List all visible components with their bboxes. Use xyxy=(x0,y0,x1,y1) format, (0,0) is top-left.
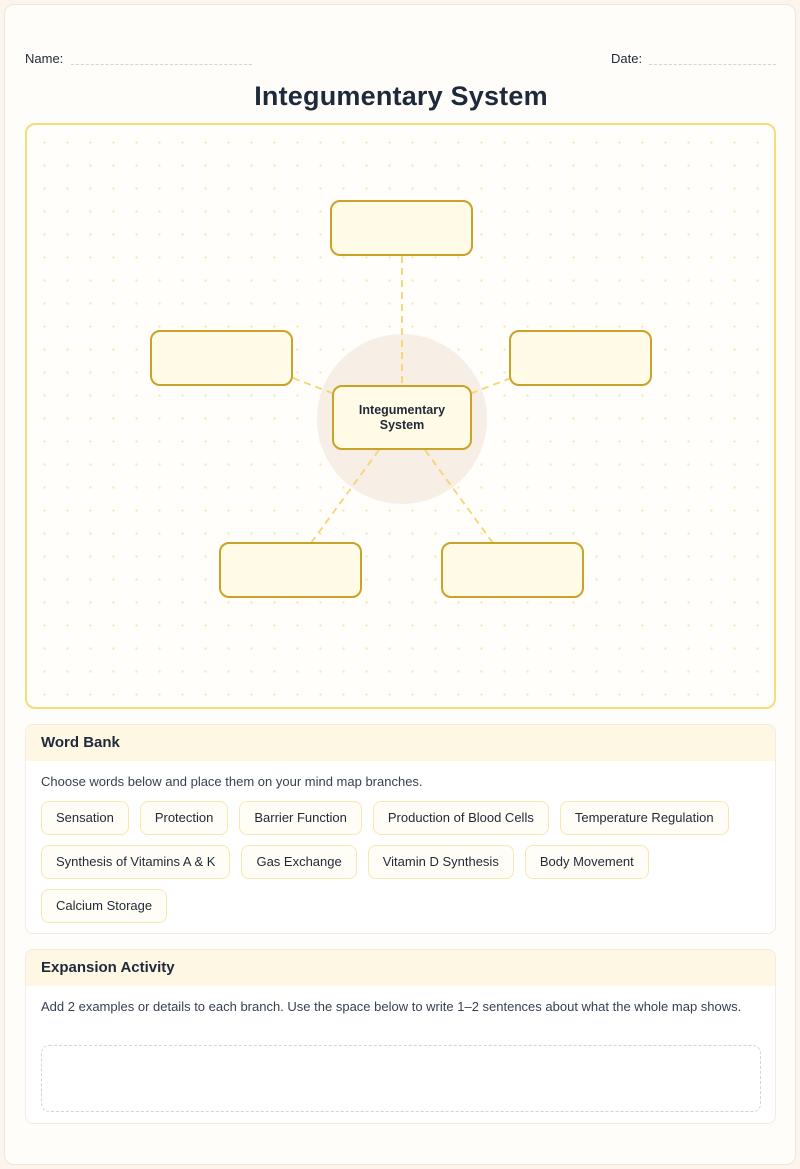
word-chip[interactable]: Protection xyxy=(140,801,229,835)
word-chip[interactable]: Vitamin D Synthesis xyxy=(368,845,514,879)
mind-map-panel xyxy=(25,123,776,709)
word-chip[interactable]: Production of Blood Cells xyxy=(373,801,549,835)
branch-box-bottom-right[interactable] xyxy=(441,542,584,598)
branch-box-bottom-left[interactable] xyxy=(219,542,362,598)
expansion-instructions: Add 2 examples or details to each branch. Use the space below to write 1–2 sentences about what the whole map shows. xyxy=(41,999,742,1014)
word-chip[interactable]: Calcium Storage xyxy=(41,889,167,923)
branch-box-right[interactable] xyxy=(509,330,652,386)
name-field[interactable] xyxy=(71,64,252,65)
date-label: Date: xyxy=(611,51,643,66)
expansion-card xyxy=(25,949,776,1124)
date-field[interactable] xyxy=(649,64,776,65)
connector-left xyxy=(293,378,332,393)
word-bank-card xyxy=(25,724,776,934)
branch-box-top[interactable] xyxy=(330,200,473,256)
word-bank-instructions: Choose words below and place them on your mind map branches. xyxy=(41,774,423,789)
word-chips xyxy=(26,791,761,933)
connector-right xyxy=(472,378,511,393)
branch-box-left[interactable] xyxy=(150,330,293,386)
expansion-heading: Expansion Activity xyxy=(26,950,775,986)
word-chip[interactable]: Temperature Regulation xyxy=(560,801,729,835)
word-chip[interactable]: Sensation xyxy=(41,801,129,835)
word-chip[interactable]: Gas Exchange xyxy=(241,845,356,879)
word-chip[interactable]: Barrier Function xyxy=(239,801,361,835)
center-node: Integumentary System xyxy=(332,385,472,450)
word-bank-heading: Word Bank xyxy=(26,725,775,761)
name-label: Name: xyxy=(25,51,64,66)
connector-bottom-right xyxy=(425,450,493,543)
word-chip[interactable]: Synthesis of Vitamins A & K xyxy=(41,845,230,879)
answer-box[interactable] xyxy=(41,1045,761,1112)
worksheet-page xyxy=(4,4,796,1165)
word-chip[interactable]: Body Movement xyxy=(525,845,649,879)
page-title: Integumentary System xyxy=(254,81,548,111)
connector-bottom-left xyxy=(311,450,379,543)
